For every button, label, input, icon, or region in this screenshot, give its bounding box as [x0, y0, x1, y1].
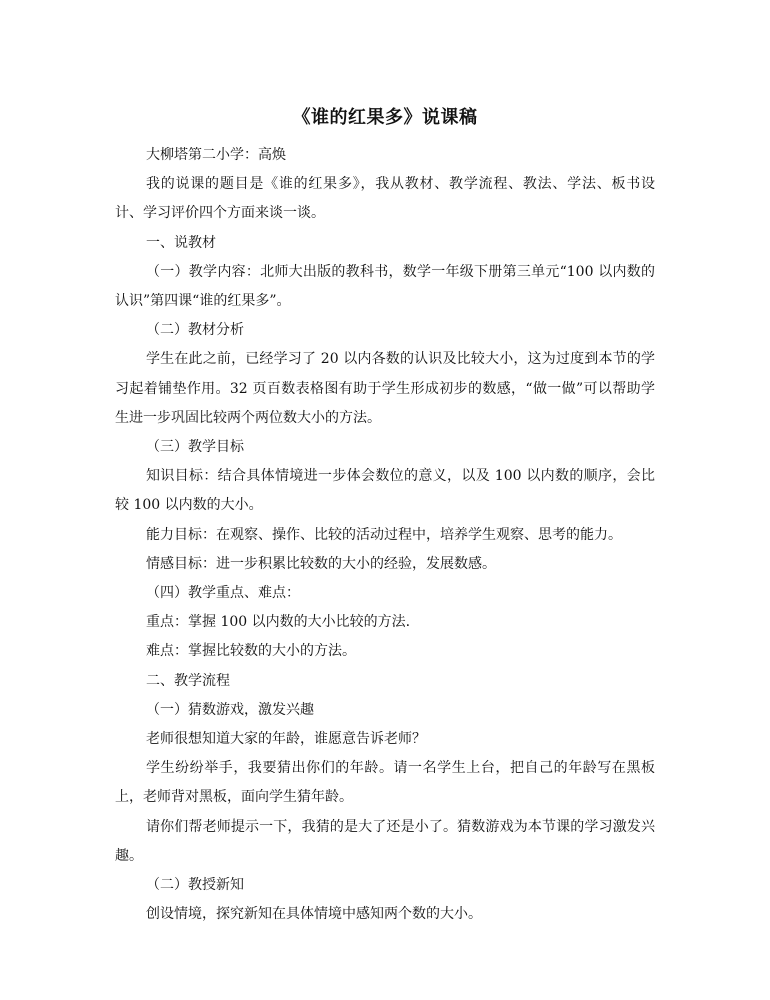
section-heading-process: 二、教学流程 [146, 672, 230, 689]
subheading-teaching-goals: （三）教学目标 [146, 439, 244, 456]
document-title: 《谁的红果多》说课稿 [292, 107, 478, 128]
subheading-key-points: （四）教学重点、难点： [146, 585, 300, 602]
document-body [115, 141, 655, 929]
teaching-content-paragraph: （一）教学内容：北师大出版的教科书，数学一年级下册第三单元“100 以内数的认识”第四课“谁的红果多”。 [115, 263, 655, 310]
section-heading-materials: 一、说教材 [146, 234, 216, 251]
guess-game-hint: 请你们帮老师提示一下，我猜的是大了还是小了。猜数游戏为本节课的学习激发兴趣。 [115, 818, 655, 864]
subheading-new-knowledge: （二）教授新知 [146, 877, 244, 894]
author-line: 大柳塔第二小学：高焕 [146, 147, 286, 163]
difficulty-paragraph: 难点：掌握比较数的大小的方法。 [146, 643, 356, 660]
new-knowledge-paragraph: 创设情境，探究新知在具体情境中感知两个数的大小。 [146, 906, 482, 923]
ability-goal-paragraph: 能力目标：在观察、操作、比较的活动过程中，培养学生观察、思考的能力。 [146, 526, 622, 543]
guess-game-question: 老师很想知道大家的年龄，谁愿意告诉老师？ [146, 731, 426, 748]
material-analysis-paragraph: 学生在此之前，已经学习了 20 以内各数的认识及比较大小，这为过度到本节的学习起着铺垫作用。32 页百数表格图有助于学生形成初步的数感，“做一做”可以帮助学生进一步巩固比较两个两位数大小的方法。 [115, 351, 655, 426]
emotion-goal-paragraph: 情感目标：进一步积累比较数的大小的经验，发展数感。 [146, 555, 496, 572]
knowledge-goal-paragraph: 知识目标：结合具体情境进一步体会数位的意义，以及 100 以内数的顺序，会比较 100 以内数的大小。 [115, 468, 655, 514]
subheading-material-analysis: （二）教材分析 [146, 322, 244, 339]
subheading-guess-game: （一）猜数游戏，激发兴趣 [146, 701, 314, 718]
key-point-paragraph: 重点：掌握 100 以内数的大小比较的方法. [146, 614, 411, 631]
guess-game-activity: 学生纷纷举手，我要猜出你们的年龄。请一名学生上台，把自己的年龄写在黑板上，老师背对黑板，面向学生猜年龄。 [115, 760, 655, 806]
intro-paragraph: 我的说课的题目是《谁的红果多》，我从教材、教学流程、教法、学法、板书设计、学习评价四个方面来谈一谈。 [115, 176, 655, 222]
